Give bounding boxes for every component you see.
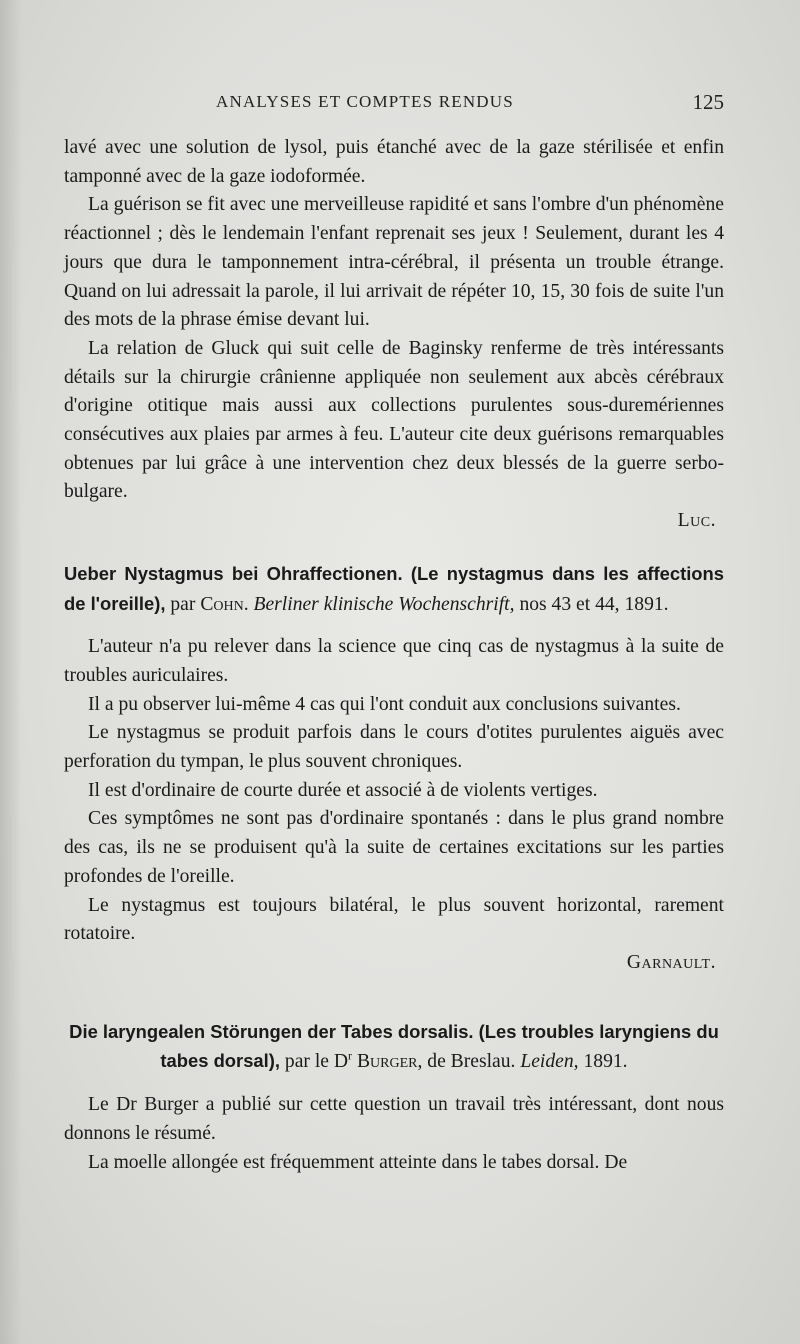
article-location: , de Breslau. <box>417 1051 516 1073</box>
page-body <box>64 134 724 1177</box>
article-journal: Leiden, <box>520 1051 579 1073</box>
author-signature: Luc. <box>677 510 716 532</box>
article-title: Die laryngealen Störungen der Tabes dorsalis. (Les troubles laryngiens du tabes dorsal), <box>69 1020 719 1072</box>
page-number: 125 <box>692 90 724 114</box>
article-title: Ueber Nystagmus bei Ohraffectionen. (Le nystagmus dans les affections de l'oreille), <box>64 562 724 614</box>
paragraph: La moelle allongée est fréquemment atteinte dans le tabes dorsal. De <box>88 1151 628 1173</box>
article-author: Burger <box>356 1051 418 1073</box>
article-author: Cohn <box>200 593 244 615</box>
article-year: 1891. <box>583 1051 628 1073</box>
article-journal: Berliner klinische Wochenschrift, <box>253 593 515 615</box>
running-head: ANALYSES ET COMPTES RENDUS <box>216 92 514 111</box>
paragraph: lavé avec une solution de lysol, puis étanché avec de la gaze stérilisée et enfin tamponné avec de la gaze iodoformée. <box>64 137 724 187</box>
author-title-abbrev: r <box>348 1048 353 1063</box>
paragraph: La guérison se fit avec une merveilleuse rapidité et sans l'ombre d'un phénomène réactionnel ; dès le lendemain l'enfant reprenait ses jeux ! Seulement, durant les 4 jours que dura le tamponnement intra-cérébral, il présenta un trouble étrange. Quand on lui adressait la parole, il lui arrivait de répéter 10, 15, 30 fois de suite l'un des mots de la phrase émise devant lui. <box>64 194 724 331</box>
paragraph: Il est d'ordinaire de courte durée et associé à de violents vertiges. <box>88 779 598 801</box>
paragraph: Ces symptômes ne sont pas d'ordinaire spontanés : dans le plus grand nombre des cas, ils ne se produisent qu'à la suite de certaines excitations sur les parties profondes de l'oreille. <box>64 808 724 887</box>
paragraph: La relation de Gluck qui suit celle de Baginsky renferme de très intéressants détails sur la chirurgie crânienne appliquée non seulement aux abcès cérébraux d'origine otitique mais aussi aux collections purulentes sous-duremériennes consécutives aux plaies par armes à feu. L'auteur cite deux guérisons remarquables obtenues par lui grâce à une intervention chez deux blessés de la guerre serbo-bulgare. <box>64 337 724 503</box>
article-heading: Ueber Nystagmus bei Ohraffectionen. (Le nystagmus dans les affections de l'oreille), par Cohn. Berliner klinische Wochenschrift, nos 43 et 44, 1891. <box>64 562 724 615</box>
author-signature: Garnault. <box>626 951 716 973</box>
article-heading <box>64 1018 724 1077</box>
article-by: par le <box>284 1051 329 1073</box>
paragraph: Il a pu observer lui-même 4 cas qui l'ont conduit aux conclusions suivantes. <box>88 693 681 715</box>
page-header <box>64 92 724 118</box>
paragraph: Le nystagmus est toujours bilatéral, le plus souvent horizontal, rarement rotatoire. <box>64 894 724 945</box>
author-title: $D^r$ <box>333 1048 353 1073</box>
paragraph: L'auteur n'a pu relever dans la science que cinq cas de nystagmus à la suite de troubles auriculaires. <box>64 636 724 686</box>
paragraph: Le Dr Burger a publié sur cette question un travail très intéressant, dont nous donnons le résumé. <box>64 1094 724 1144</box>
article-issue: nos 43 et 44, 1891. <box>519 593 669 615</box>
paragraph: Le nystagmus se produit parfois dans le cours d'otites purulentes aiguës avec perforation du tympan, le plus souvent chroniques. <box>64 722 724 773</box>
article-by: par <box>170 593 196 615</box>
